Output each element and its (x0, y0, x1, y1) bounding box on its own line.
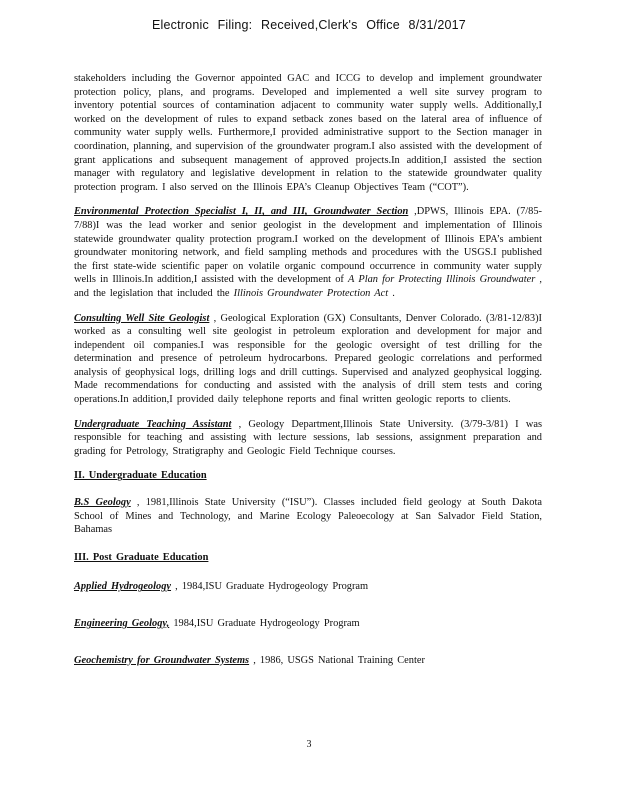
paragraph-teaching-assistant (74, 418, 542, 459)
degree-body: , 1981,Illinois State University (“ISU”). Classes included field geology at South Dakota School of Mines and Technology, and Marine Ecology Paleoecology at San Salvador Field Station, Bahamas (74, 497, 542, 536)
act-title-italic: Illinois Groundwater Protection Act (233, 287, 389, 299)
postgrad-entry: Engineering Geology, 1984,ISU Graduate Hydrogeology Program (74, 618, 360, 629)
plan-title-italic: A Plan for Protecting Illinois Groundwater (348, 274, 536, 286)
paragraph-stakeholders: stakeholders including the Governor appointed GAC and ICCG to develop and implement groundwater protection policy, plans, and programs. Developed and implemented a well site survey program to inventory potential sources of contamination adjacent to community water supply wells. Additionally,I worked on the development of rules to expand setback zones based on the lateral area of influence of community water supply wells. Furthermore,I provided administrative support to the Section manager in coordination, planning, and supervision of the groundwater program.I also assisted with the development of grant applications and subsequent management of approved projects.In addition,I assisted the section manager with regulatory and legislative development in relation to the statewide groundwater quality protection program. I also served on the Illinois EPA’s Cleanup Objectives Team (“COT”). (74, 73, 542, 193)
electronic-filing-header: Electronic Filing: Received,Clerk's Office 8/31/2017 (152, 18, 466, 32)
page-number: 3 (306, 739, 312, 750)
job-body-epa-a: ,DPWS, Illinois EPA. (7/85-7/88)I was the lead worker and senior geologist in the development and implementation of Illinois statewide groundwater quality protection program.I worked on the development of Illinois EPA’s ambient groundwater monitoring network, and field sampling methods and procedures with the USGS.I published the first state-wide scientific paper on volatile organic compound occurrence in community water supply wells in Illinois.In addition,I assisted with the development of (74, 206, 542, 286)
postgrad-entry: Geochemistry for Groundwater Systems , 1986, USGS National Training Center (74, 654, 425, 666)
job-body-epa-c: . (388, 287, 395, 299)
job-body-epa-b: , and the legislation that included the (74, 274, 543, 299)
document-body (74, 72, 542, 690)
section-heading-postgraduate: III. Post Graduate Education (74, 551, 209, 563)
postgrad-entry: Applied Hydrogeology , 1984,ISU Graduate Hydrogeology Program (74, 581, 369, 593)
job-body-consulting: , Geological Exploration (GX) Consultants, Denver Colorado. (3/81-12/83)I worked as a consulting well site geologist in petroleum exploration and development for major and independent oil companies.I was responsible for the geologic oversight of test drilling for the determination and presence of petroleum hydrocarbons. Prepared geologic correlations and performed analysis of geophysical logs, drilling logs and drill cuttings. Supervised and analyzed geophysical logging. Made recommendations for conducting and assisted with the analysis of drill stem tests and coring operations.In addition,I provided daily telephone reports and final written geologic reports to clients. (74, 312, 542, 406)
section-heading-undergraduate: II. Undergraduate Education (74, 470, 207, 482)
paragraph-consulting-geologist (74, 312, 542, 407)
job-body-teaching: , Geology Department,Illinois State University. (3/79-3/81) I was responsible for teaching and assisting with lecture sessions, lab sessions, assignment preparation and grading for Petrology, Stratigraphy and Geologic Field Technique courses. (74, 418, 542, 457)
job-title-consulting-geologist: Consulting Well Site Geologist (74, 312, 210, 324)
paragraph-epa-specialist (74, 205, 542, 300)
job-title-epa-specialist: Environmental Protection Specialist I, II, and III, Groundwater Section (74, 206, 409, 218)
job-title-teaching-assistant: Undergraduate Teaching Assistant (74, 418, 232, 430)
degree-title: B.S Geology (74, 497, 131, 509)
paragraph-undergraduate-degree (74, 496, 542, 537)
